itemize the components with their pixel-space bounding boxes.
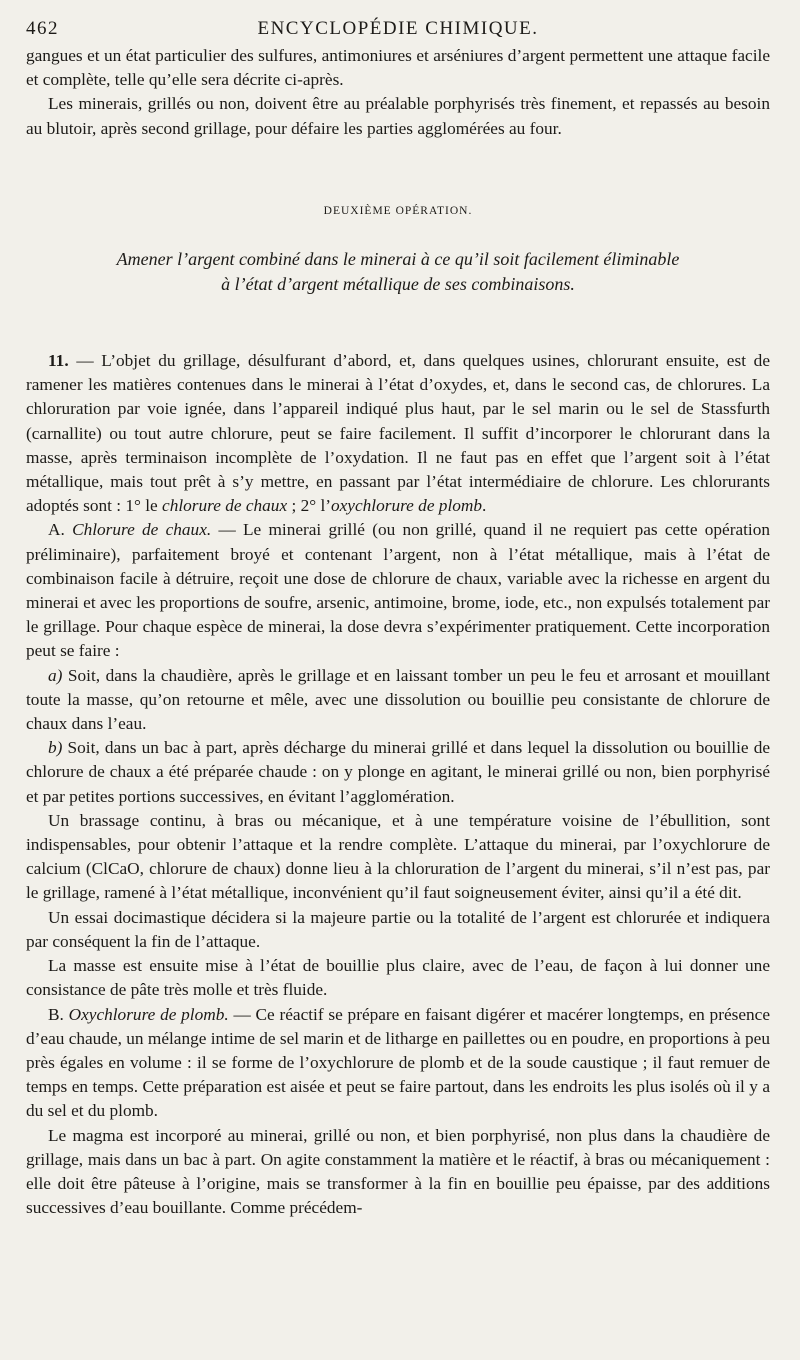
option-b-text: Soit, dans un bac à part, après décharge du minerai grillé et dans lequel la dissolution ou bouillie de chlorure de chaux a été préparée chaude : on y plonge en agitant, le minerai grillé ou non, bien porphyrisé et par petites portions successives, en évitant l’agglomération. <box>26 738 770 806</box>
page-number: 462 <box>26 18 59 39</box>
section-subtitle-line-2: à l’état d’argent métallique de ses combinaisons. <box>221 274 575 295</box>
part-b-label: B. <box>48 1004 69 1024</box>
reagent-oxychlorure-de-plomb: oxychlorure de plomb <box>331 496 483 516</box>
paragraph-11-end: . <box>482 496 487 516</box>
part-b-text: — Ce réactif se prépare en faisant digérer et macérer longtemps, en présence d’eau chaude, un mélange intime de sel marin et de litharge en paillettes ou en poudre, en proportions à peu près égales en volume : il se forme de l’oxychlorure de plomb et de la soude caustique ; il faut remuer de temps en temps. Cette préparation est aisée et peut se faire partout, dans les endroits les plus isolés où il y a du sel et du plomb. <box>26 1004 771 1121</box>
part-a-option-b <box>26 736 770 809</box>
part-b-title: Oxychlorure de plomb. <box>68 1004 229 1024</box>
option-a-text: Soit, dans la chaudière, après le grillage et en laissant tomber un peu le feu et arrosant et mouillant toute la masse, qu’on retourne et mêle, avec une dissolution ou bouillie peu consistante de chlorure de chaux dans l’eau. <box>26 665 770 734</box>
reagent-separator: ; 2° l’ <box>287 496 331 516</box>
reagent-chlorure-de-chaux: chlorure de chaux <box>162 496 288 516</box>
paragraph-11-text: — L’objet du grillage, désulfurant d’abord, et, dans quelques usines, chlorurant ensuite, est de ramener les matières contenues dans le minerai à l’état d’oxydes, et, dans le second cas, de chlorures. La chloruration par voie ignée, dans l’appareil indiqué plus haut, par le sel marin ou le sel de Stassfurth (carnallite) ou tout autre chlorure, peut se faire facilement. Il suffit d’incorporer le chlorurant dans la masse, après terminaison incomplète de l’oxydation. Il ne faut pas en effet que l’argent soit à l’état métallique, mais tout prêt à s’y mettre, en passant par l’état intermédiaire de chlorure. Les chlorurants adoptés sont : 1° le <box>26 351 770 516</box>
part-a-label: A. <box>48 520 73 540</box>
paragraph-brassage: Un brassage continu, à bras ou mécanique, et à une température voisine de l’ébullition, sont indispensables, pour obtenir l’attaque et la rendre complète. L’attaque du minerai, par l’oxychlorure de calcium (ClCaO, chlorure de chaux) donne lieu à la chloruration de l’argent du minerai, s’il n’est pas, par le grillage, ramené à l’état métallique, inconvénient qu’il faut soigneusement éviter, ainsi qu’il a été dit. <box>26 810 770 903</box>
part-b-paragraph <box>26 1003 770 1124</box>
intro-paragraph-minerais: Les minerais, grillés ou non, doivent être au préalable porphyrisés très finement, et repassés au besoin au blutoir, après second grillage, pour défaire les parties agglomérées au four. <box>26 94 770 138</box>
section-subtitle-line-1: Amener l’argent combiné dans le minerai à ce qu’il soit facilement éliminable <box>116 249 680 270</box>
paragraph-magma: Le magma est incorporé au minerai, grillé ou non, et bien porphyrisé, non plus dans la chaudière de grillage, mais dans un bac à part. On agite constamment la matière et le réactif, à bras ou mécaniquement : elle doit être pâteuse à l’origine, mais se transformer à la fin en bouillie peu épaisse, par des additions successives d’eau bouillante. Comme précédem- <box>26 1125 770 1218</box>
header-title: ENCYCLOPÉDIE CHIMIQUE. <box>257 18 539 39</box>
body-text <box>26 44 770 1220</box>
paragraph-11 <box>26 349 770 518</box>
part-a-paragraph <box>26 518 770 663</box>
paragraph-essai: Un essai docimastique décidera si la majeure partie ou la totalité de l’argent est chlorurée et indiquera par conséquent la fin de l’attaque. <box>26 907 770 951</box>
running-header <box>26 14 770 44</box>
intro-paragraph-continued: gangues et un état particulier des sulfures, antimoniures et arséniures d’argent permettent une attaque facile et complète, telle qu’elle sera décrite ci-après. <box>26 46 770 90</box>
option-a-label: a) <box>48 665 63 685</box>
part-a-title: Chlorure de chaux. <box>72 520 212 540</box>
section-subtitle <box>26 247 770 297</box>
option-b-label: b) <box>48 738 63 758</box>
paragraph-masse: La masse est ensuite mise à l’état de bouillie plus claire, avec de l’eau, de façon à lui donner une consistance de pâte très molle et très fluide. <box>26 956 770 1000</box>
part-a-option-a <box>26 664 770 737</box>
section-heading: DEUXIÈME OPÉRATION. <box>323 204 473 217</box>
part-a-text: — Le minerai grillé (ou non grillé, quand il ne requiert pas cette opération préliminaire), parfaitement broyé et contenant l’argent, non à l’état métallique, mais à l’état de combinaison facile à détruire, reçoit une dose de chlorure de chaux, variable avec la richesse en argent du minerai et avec les proportions de soufre, arsenic, antimoine, brome, iode, etc., non expulsés totalement par le grillage. Pour chaque espèce de minerai, la dose devra s’expérimenter pratiquement. Cette incorporation peut se faire : <box>26 520 771 661</box>
paragraph-number: 11. <box>48 351 69 371</box>
